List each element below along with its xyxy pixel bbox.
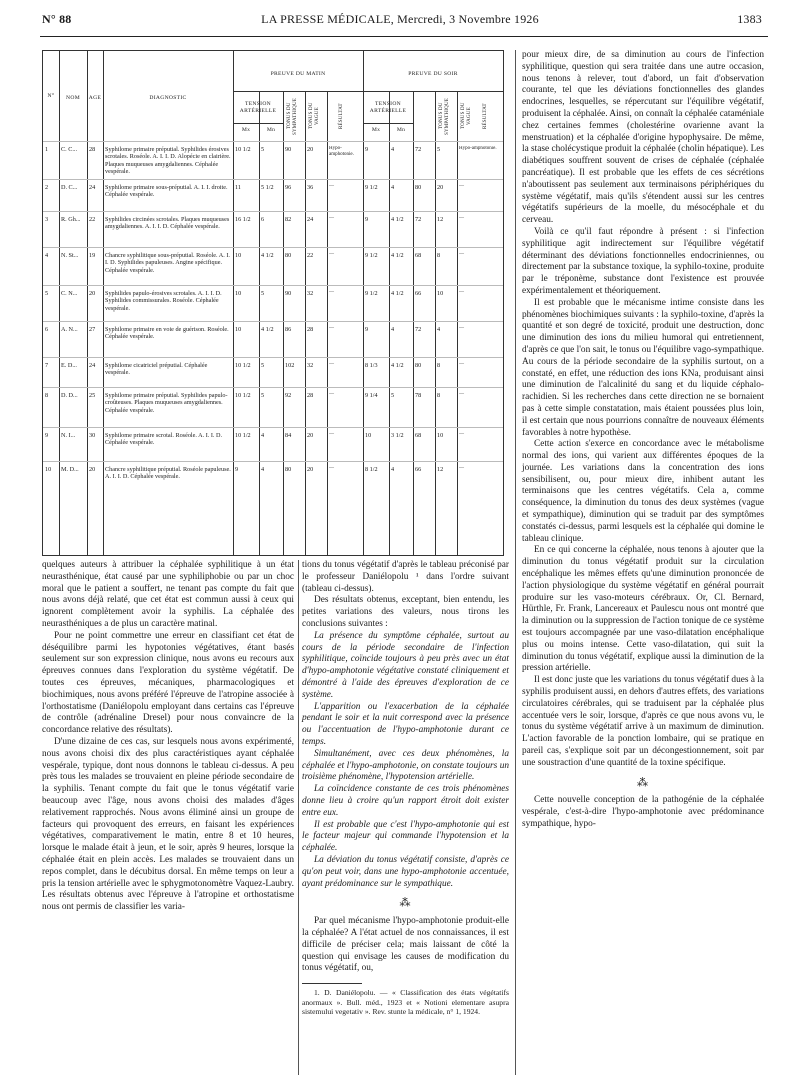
paragraph: Cette nouvelle conception de la pathogénie de la céphalée vespérale, c'est-à-dire l'hypo-amphotonie avec prédominance sympathique, hypo- (522, 795, 764, 829)
section-stars: ⁂ (399, 897, 412, 910)
cell-no: 7 (45, 362, 49, 369)
cell-diag: Syphilome cicatriciel préputial. Céphalée vespérale. (105, 362, 208, 377)
cell-m-s: 80 (285, 252, 292, 259)
paragraph: quelques auteurs à attribuer la céphalée syphilitique à un état neurasthénique, état causé par une syphiliphobie ou par un choc moral que le patient a souffert, ne tenant pas compte du fait que nous avons déjà relaté, que cet état est commun aussi à ceux qui ignorent complètement avoir la syphilis. La céphalée des neurasthéniques a de plus un caractère matinal. (42, 560, 294, 629)
cell-s-r: — (459, 392, 464, 397)
paragraph: En ce qui concerne la céphalée, nous tenons à ajouter que la diminution du tonus végétatif produit sur la circulation encéphalique les mêmes effets qu'une diminution prononcée de l'action physiologique du système végétatif en général pourrait produire sur les vaso-moteurs cérébraux. Or, Cl. Bernard, Hürthle, Fr. Frank, Lancereaux et Paulescu nous ont montré que la diminution ou la suppression de l'action tonique de ce système est toujours accompagnée par une vaso-dilatation encéphalique plus ou moins intense. Cette vaso-dilatation, qui suit la diminution du tonus végétatif, explique aussi la diminution de la pression artérielle. (522, 545, 764, 674)
cell-s-mx: 9 (365, 146, 369, 153)
cell-diag: Syphilides circinées scrotales. Plaques muqueuses amygdaliennes. A. I. I. D. Céphalée vespérale. (105, 216, 230, 231)
cell-s-v: 10 (437, 432, 444, 439)
cell-s-mn: 4 1/2 (391, 290, 404, 297)
cell-s-r: Hypo-amphotonie. (459, 146, 497, 151)
cell-s-s: 68 (415, 432, 422, 439)
cell-m-r: — (329, 252, 334, 257)
cell-s-s: 72 (415, 216, 422, 223)
cell-s-mx: 10 (365, 432, 372, 439)
cell-m-v: 32 (307, 290, 314, 297)
cell-m-r: — (329, 290, 334, 295)
cell-s-v: 8 (437, 392, 441, 399)
cell-s-mn: 4 1/2 (391, 216, 404, 223)
cell-s-mx: 8 1/2 (365, 466, 378, 473)
issue-number: N° 88 (42, 12, 72, 26)
table-row (43, 427, 503, 462)
header-matin: PREUVE DU MATIN (270, 71, 326, 77)
cell-s-mn: 4 (391, 146, 395, 153)
cell-diag: Chancre syphilitique sous-préputial. Roséole. A. I. I. D. Syphilides papuleuses. Angine spécifique. Céphalée vespérale. (105, 252, 230, 274)
cell-s-mx: 9 (365, 326, 369, 333)
cell-s-mx: 9 1/4 (365, 392, 378, 399)
cell-m-v: 20 (307, 432, 314, 439)
cell-s-r: — (459, 432, 464, 437)
table-row (43, 211, 503, 248)
cell-s-mx: 9 1/2 (365, 290, 378, 297)
cell-diag: Syphilome primaire préputial. Syphilides papulo-croûteuses. Plaques muqueuses amygdaliennes. Céphalée vespérale. (105, 392, 228, 414)
table-divider (233, 91, 503, 92)
table-row (43, 461, 503, 500)
cell-m-s: 86 (285, 326, 292, 333)
header-soir: PREUVE DU SOIR (408, 71, 458, 77)
cell-m-mn: 5 (261, 362, 265, 369)
cell-no: 9 (45, 432, 49, 439)
cell-diag: Syphilome primaire scrotal. Roséole. A. I. I. D. Céphalée vespérale. (105, 432, 223, 447)
cell-nom: C. N... (61, 290, 78, 297)
cell-m-r: — (329, 432, 334, 437)
cell-s-s: 66 (415, 290, 422, 297)
cell-m-v: 28 (307, 392, 314, 399)
header-rule (40, 36, 768, 37)
header-mx: Mx (241, 127, 251, 133)
paragraph: Cette action s'exerce en concordance avec le métabolisme normal des ions, qui varient aux différentes époques de la journée. Les variations dans la concentration des ions sensibilisent, ou, pour mieux dire, inhibent autant les terminaisons que les centres végétatifs. Cela a, comme conséquence, la diminution du tonus des deux systèmes (vague et sympathique), diminution qui se traduit par des symptômes constatés ci-dessus, parmi lesquels est la céphalée qui domine le tableau clinique. (522, 439, 764, 544)
header-tonus-vague: TONUS DU VAGUE (461, 102, 472, 130)
cell-nom: R. Gh... (61, 216, 81, 223)
cell-m-r: — (329, 326, 334, 331)
paragraph: Des résultats obtenus, exceptant, bien entendu, les petites variations des valeurs, nous tirons les conclusions suivantes : (302, 595, 509, 629)
header-mn: Mn (396, 127, 406, 133)
cell-s-mx: 8 1/3 (365, 362, 378, 369)
cell-age: 28 (89, 146, 96, 153)
cell-m-mn: 5 1/2 (261, 184, 274, 191)
cell-s-mn: 5 (391, 392, 395, 399)
cell-nom: D. D... (61, 392, 78, 399)
cell-m-mn: 4 (261, 466, 265, 473)
header-tonus-vague: TONUS DU VAGUE (309, 102, 320, 130)
cell-s-v: 8 (437, 362, 441, 369)
cell-m-r: — (329, 362, 334, 367)
cell-nom: D. C... (61, 184, 78, 191)
left-column (42, 560, 294, 914)
cell-s-v: 20 (437, 184, 444, 191)
paragraph: tions du tonus végétatif d'après le tableau préconisé par le professeur Daniélopolu ¹ dans l'ordre suivant (tableau ci-dessus). (302, 560, 509, 594)
cell-s-mn: 4 1/2 (391, 362, 404, 369)
cell-m-mn: 4 (261, 432, 265, 439)
cell-m-mx: 16 1/2 (235, 216, 251, 223)
cell-s-r: — (459, 216, 464, 221)
cell-diag: Syphilome primaire en voie de guérison. Roséole. Céphalée vespérale. (105, 326, 229, 341)
cell-m-mx: 10 1/2 (235, 392, 251, 399)
cell-m-mx: 10 1/2 (235, 362, 251, 369)
table-row (43, 179, 503, 212)
table-divider (363, 123, 413, 124)
cell-s-r: — (459, 184, 464, 189)
paragraph: Pour ne point commettre une erreur en classifiant cet état de déséquilibre parmi les hypotonies végétatives, étant basés seulement sur son expression clinique, nous avons eu recours aux épreuves connues dans l'exploration du système végétatif. De toutes ces épreuves, mécaniques, pharmacologiques et biochimiques, nous avons préféré l'épreuve de l'atropine associée à l'orthostatisme (Daniélopolu employant dans certains cas l'épreuve de contrôle (adrénaline Dresel) pour nous convaincre de la concordance relative des résultats). (42, 630, 294, 736)
cell-nom: N. I... (61, 432, 76, 439)
cell-s-r: — (459, 290, 464, 295)
cell-s-mn: 4 (391, 184, 395, 191)
header-tonus-symp: TONUS DU SYMPATHIQUE (439, 97, 450, 135)
header-tonus-symp: TONUS DU SYMPATHIQUE (287, 97, 298, 135)
cell-m-mn: 4 1/2 (261, 326, 274, 333)
cell-no: 5 (45, 290, 49, 297)
header-no: N° (47, 93, 55, 99)
footnote: 1. D. Daniélopolu. — « Classification des états végétatifs anormaux ». Bull. méd., 1923 et « Notioni elementare asupra sistemului vegetativ ». Rev. stunte la médicale, n° 1, 1924. (302, 988, 509, 1016)
cell-diag: Syphilome primaire préputial. Syphilides érosives scrotales. Roséole. A. I. I. D. Alopécie en clairière. Plaques muqueuses amygdaliennes. Céphalée vespérale. (105, 146, 231, 175)
cell-s-mn: 4 1/2 (391, 252, 404, 259)
cell-m-s: 82 (285, 216, 292, 223)
cell-m-r: — (329, 184, 334, 189)
cell-s-s: 80 (415, 362, 422, 369)
column-rule (298, 560, 299, 1075)
cell-m-r: — (329, 216, 334, 221)
column-rule (515, 50, 516, 1075)
journal-title: LA PRESSE MÉDICALE, Mercredi, 3 Novembre 1926 (261, 12, 539, 26)
header-mn: Mn (266, 127, 276, 133)
middle-column (302, 560, 509, 1016)
cell-m-v: 22 (307, 252, 314, 259)
cell-s-mn: 4 (391, 326, 395, 333)
conclusion: Simultanément, avec ces deux phénomènes, la céphalée et l'hypo-amphotonie, on constate toujours un troisième phénomène, l'hypotension artérielle. (302, 748, 509, 783)
cell-m-mn: 6 (261, 216, 265, 223)
cell-s-s: 72 (415, 326, 422, 333)
cell-m-s: 92 (285, 392, 292, 399)
header-diagnostic: DIAGNOSTIC (149, 95, 187, 101)
cell-age: 19 (89, 252, 96, 259)
cell-m-mx: 10 (235, 326, 242, 333)
cell-diag: Syphilome primaire sous-préputial. A. I. I. droite. Céphalée vespérale. (105, 184, 228, 199)
cell-no: 3 (45, 216, 49, 223)
cell-m-v: 28 (307, 326, 314, 333)
header-resultat: RÉSULTAT (483, 103, 488, 129)
cell-s-r: — (459, 326, 464, 331)
table-row (43, 285, 503, 322)
section-stars: ⁂ (637, 776, 649, 789)
results-table (42, 50, 504, 556)
cell-s-mn: 4 (391, 466, 395, 473)
cell-no: 2 (45, 184, 49, 191)
right-column (522, 50, 764, 831)
cell-m-mx: 10 (235, 290, 242, 297)
cell-s-v: 10 (437, 290, 444, 297)
cell-m-mn: 5 (261, 392, 265, 399)
cell-age: 30 (89, 432, 96, 439)
paragraph: Il est donc juste que les variations du tonus végétatif dues à la syphilis produisent aussi, en dehors d'autres effets, des variations circulatoires cérébrales, qui se traduisent par la céphalée plus accentuée vers le soir, lorsque, d'après ce que nous avons vu, le tonus du système végétatif arrive à un maximum de diminution. L'action favorable de la ponction lombaire, qui se pratique en pareil cas, s'explique soit par un décongestionnement, soit par une soustraction d'une quantité de la toxine spécifique. (522, 675, 764, 768)
cell-no: 10 (45, 466, 52, 473)
cell-m-mx: 10 1/2 (235, 432, 251, 439)
header-mx: Mx (371, 127, 381, 133)
paragraph: pour mieux dire, de sa diminution au cours de l'infection syphilitique, question qui sera traitée dans une autre occasion, nous tenons à relever, tout d'abord, un fait d'observation courante, tel que les déviations fonctionnelles des glandes endocrines, lesquelles, se répercutant sur l'équilibre végétatif, produisent la céphalée. Ainsi, on connaît la céphalée cataméniale chez certaines femmes (cholestérine ovarienne avant la menstruation) et la céphalée d'origine hypophysaire. De même, la stase cholécystique produit la céphalée (cholin hépatique). Les diabétiques souffrent souvent de crises de céphalée (céphalée pancréatique). Il est probable que les effets de ces sécrétions n'aboutissent pas seulement aux terminaisons périphériques du système végétatif, mais qu'ils s'étendent aussi sur les centres végétatifs supérieurs de la moelle, du mésocéphale et du cerveau. (522, 50, 764, 226)
cell-s-v: 12 (437, 466, 444, 473)
cell-diag: Syphilides papulo-érosives scrotales. A. I. I. D. Syphilides commissurales. Roséole. Céphalée vespérale. (105, 290, 222, 312)
cell-m-r: Hypo-amphotonie. (329, 146, 354, 157)
cell-s-s: 72 (415, 146, 422, 153)
cell-m-v: 32 (307, 362, 314, 369)
cell-s-mn: 3 1/2 (391, 432, 404, 439)
cell-m-v: 36 (307, 184, 314, 191)
header-nom: NOM (66, 95, 80, 101)
cell-m-r: — (329, 392, 334, 397)
cell-s-s: 66 (415, 466, 422, 473)
cell-m-s: 96 (285, 184, 292, 191)
cell-m-mx: 9 (235, 466, 239, 473)
cell-no: 1 (45, 146, 49, 153)
cell-nom: A. N... (61, 326, 78, 333)
cell-m-v: 24 (307, 216, 314, 223)
cell-no: 4 (45, 252, 49, 259)
cell-s-r: — (459, 362, 464, 367)
cell-no: 6 (45, 326, 49, 333)
table-row (43, 357, 503, 388)
cell-m-s: 84 (285, 432, 292, 439)
cell-m-mx: 10 (235, 252, 242, 259)
conclusion: La coïncidence constante de ces trois phénomènes donne lieu à croire qu'un rapport étroit doit exister entre eux. (302, 784, 509, 818)
page-number: 1383 (737, 12, 762, 26)
cell-age: 27 (89, 326, 96, 333)
table-row (43, 141, 503, 180)
cell-age: 22 (89, 216, 96, 223)
cell-m-mx: 10 1/2 (235, 146, 251, 153)
table-row (43, 247, 503, 286)
conclusion: L'apparition ou l'exacerbation de la céphalée pendant le soir et la nuit correspond avec la présence ou l'accentuation de l'hypo-amphotonie durant ce temps. (302, 701, 509, 747)
cell-age: 24 (89, 362, 96, 369)
table-row (43, 321, 503, 358)
cell-m-s: 90 (285, 146, 292, 153)
header-tension-matin: TENSION ARTÉRIELLE (239, 101, 277, 114)
cell-s-r: — (459, 466, 464, 471)
cell-s-s: 80 (415, 184, 422, 191)
cell-m-mn: 5 (261, 290, 265, 297)
cell-s-v: 4 (437, 326, 441, 333)
cell-m-s: 102 (285, 362, 295, 369)
cell-m-mn: 4 1/2 (261, 252, 274, 259)
header-resultat: RÉSULTAT (339, 103, 344, 129)
cell-m-mn: 5 (261, 146, 265, 153)
cell-s-r: — (459, 252, 464, 257)
cell-age: 24 (89, 184, 96, 191)
paragraph: D'une dizaine de ces cas, sur lesquels nous avons expérimenté, nous avons choisi dix des plus caractéristiques ayant céphalée vespérale, typique, dont nous donnons le tableau ci-dessus. A peu près tous les malades se trouvaient en pleine période secondaire de la syphilis. Tenant compte du fait que le tonus végétatif varie beaucoup avec l'âge, nous avons choisi des malades d'âges relativement rapprochés. Nous avons éliminé ainsi un groupe de facteurs qui provoquent des erreurs, en faisant les expériences végétatives, comparativement le matin, entre 8 et 10 heures, lorsque le malade était à jeun, et le soir, après 9 heures, lorsque la céphalée était en plein accès. Les malades se trouvaient dans un repos complet, dans le décubitus dorsal. En même temps on leur a pris la tension artérielle avec le sphygmotonomètre Vaquez-Laubry. Les résultats obtenus avec l'épreuve à l'atropine et orthostatisme nous ont permis de classifier les varia- (42, 736, 294, 913)
header-age: AGE (88, 95, 102, 101)
cell-m-s: 90 (285, 290, 292, 297)
paragraph: Par quel mécanisme l'hypo-amphotonie produit-elle la céphalée? A l'état actuel de nos connaissances, il est difficile de préciser cela; mais laissant de côté la question qui envisage les causes de modification du tonus végétatif, ou, (302, 916, 509, 974)
cell-nom: N. St... (61, 252, 79, 259)
cell-m-r: — (329, 466, 334, 471)
cell-age: 20 (89, 290, 96, 297)
cell-s-mx: 9 1/2 (365, 184, 378, 191)
cell-s-mx: 9 1/2 (365, 252, 378, 259)
cell-age: 20 (89, 466, 96, 473)
cell-s-s: 68 (415, 252, 422, 259)
cell-diag: Chancre syphilitique préputial. Roséole papuleuse. A. I. I. D. Céphalée vespérale. (105, 466, 231, 481)
conclusion: Il est probable que c'est l'hypo-amphotonie qui est le facteur majeur qui commande l'hypotension et la céphalée. (302, 819, 509, 854)
table-divider (233, 123, 283, 124)
cell-s-s: 78 (415, 392, 422, 399)
cell-age: 25 (89, 392, 96, 399)
cell-m-v: 20 (307, 146, 314, 153)
cell-m-s: 80 (285, 466, 292, 473)
table-row (43, 387, 503, 428)
cell-m-v: 20 (307, 466, 314, 473)
cell-no: 8 (45, 392, 49, 399)
cell-nom: M. D... (61, 466, 79, 473)
cell-nom: E. D... (61, 362, 77, 369)
cell-s-v: 12 (437, 216, 444, 223)
header-tension-soir: TENSION ARTÉRIELLE (369, 101, 407, 114)
cell-m-mx: 11 (235, 184, 241, 191)
conclusion: La déviation du tonus végétatif consiste, d'après ce qu'on peut voir, dans une hypo-amphotonie accentuée, ayant prédominance sur le sympathique. (302, 854, 509, 889)
footnote-rule (302, 983, 362, 984)
cell-s-mx: 9 (365, 216, 369, 223)
cell-nom: C. C... (61, 146, 77, 153)
cell-s-v: 8 (437, 252, 441, 259)
paragraph: Voilà ce qu'il faut répondre à présent : si l'infection syphilitique agit indirectement sur l'équilibre végétatif déterminant des déviations fonctionnelles endocriniennes, ou directement par la substance toxique, la syphilo-toxine, produite par le tréponème, substance dont l'existence est prouvée expérimentalement et théoriquement. (522, 226, 764, 296)
cell-s-v: 5 (437, 146, 441, 153)
conclusion: La présence du symptôme céphalée, surtout au cours de la période secondaire de l'infection syphilitique, coïncide toujours à peu près avec un état d'hypo-amphotonie végétative constaté cliniquement et démontré à l'aide des épreuves d'exploration de ce système. (302, 630, 509, 700)
paragraph: Il est probable que le mécanisme intime consiste dans les phénomènes biochimiques suivants : la syphilo-toxine, d'après la quantité et son degré de toxicité, produit une destruction, donc une diminution des ions du milieu humoral qui entretiennent, d'après ce que l'on sait, le tonus ou l'équilibre vago-sympathique. Au cours de la période secondaire de la syphilis surtout, on a constaté, en effet, une réduction des ions KNa, produisant ainsi une diminution de l'alcalinité du sang et du liquide céphalo-rachidien. Si les recherches dans cette direction ne se bornaient pas à cette simple constatation, mais étaient poussées plus loin, il est certain que nous pourrions connaître de nouveaux éléments favorables à notre hypothèse. (522, 297, 764, 438)
